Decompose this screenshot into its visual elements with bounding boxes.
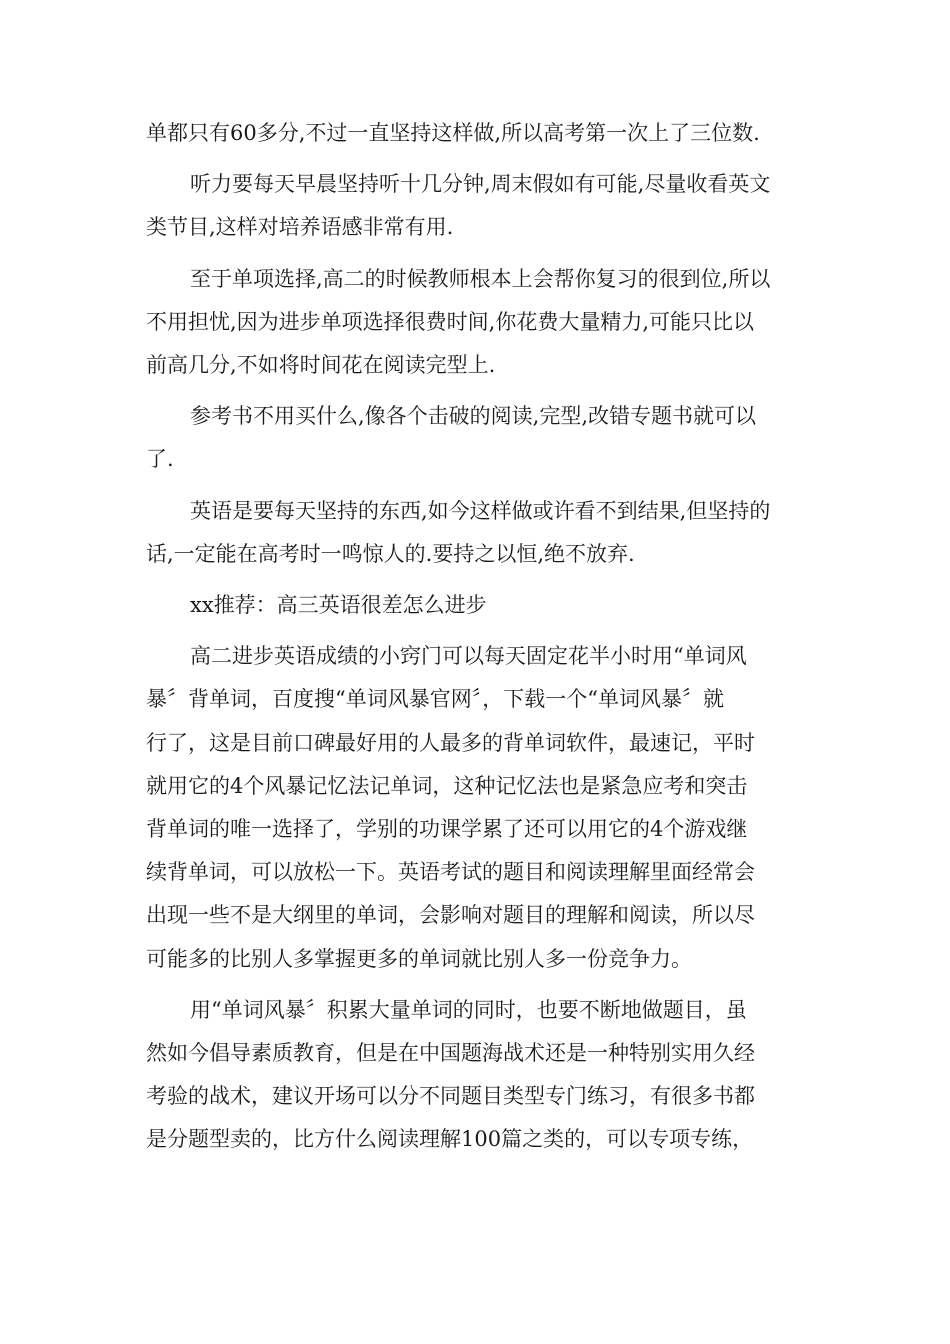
paragraph-vocabulary-tip: 高二进步英语成绩的小窍门可以每天固定花半小时用“单词风 暴〞背单词，百度搜“单词风暴官网〞，下载一个“单词风暴〞就 行了，这是目前口碑最好用的人最多的背单词软件，最速记，平时 就用它的4个风暴记忆法记单词，这种记忆法也是紧急应考和突击 背单词的唯一选择了，学别的功课学累了还可以用它的4个游戏继 续背单词，可以放松一下。英语考试的题目和阅读理解里面经常会 出现一些不是大纲里的单词，会影响对题目的理解和阅读，所以尽 可能多的比别人多掌握更多的单词就比别人多一份竞争力。 <box>146 644 755 971</box>
document-body <box>146 112 810 1170</box>
paragraph-listening: 听力要每天早晨坚持听十几分钟,周末假如有可能,尽量收看英文 类节目,这样对培养语感非常有用. <box>146 172 771 240</box>
section-heading: xx推荐：高三英语很差怎么进步 <box>190 593 487 618</box>
paragraph-reference-books: 参考书不用买什么,像各个击破的阅读,完型,改错专题书就可以 了. <box>146 404 757 472</box>
paragraph-persistence: 英语是要每天坚持的东西,如今这样做或许看不到结果,但坚持的 话,一定能在高考时一鸣惊人的.要持之以恒,绝不放弃. <box>146 498 771 566</box>
paragraph-continuation: 单都只有60多分,不过一直坚持这样做,所以高考第一次上了三位数. <box>146 121 760 145</box>
paragraph-single-choice: 至于单项选择,高二的时候教师根本上会帮你复习的很到位,所以 不用担忧,因为进步单项选择很费时间,你花费大量精力,可能只比以 前高几分,不如将时间花在阅读完型上. <box>146 266 771 378</box>
paragraph-practice-tip: 用“单词风暴〞积累大量单词的同时，也要不断地做题目，虽 然如今倡导素质教育，但是在中国题海战术还是一种特别实用久经 考验的战术，建议开场可以分不同题目类型专门练习，有很多书都 是分题型卖的，比方什么阅读理解100篇之类的，可以专项专练， <box>146 997 755 1152</box>
